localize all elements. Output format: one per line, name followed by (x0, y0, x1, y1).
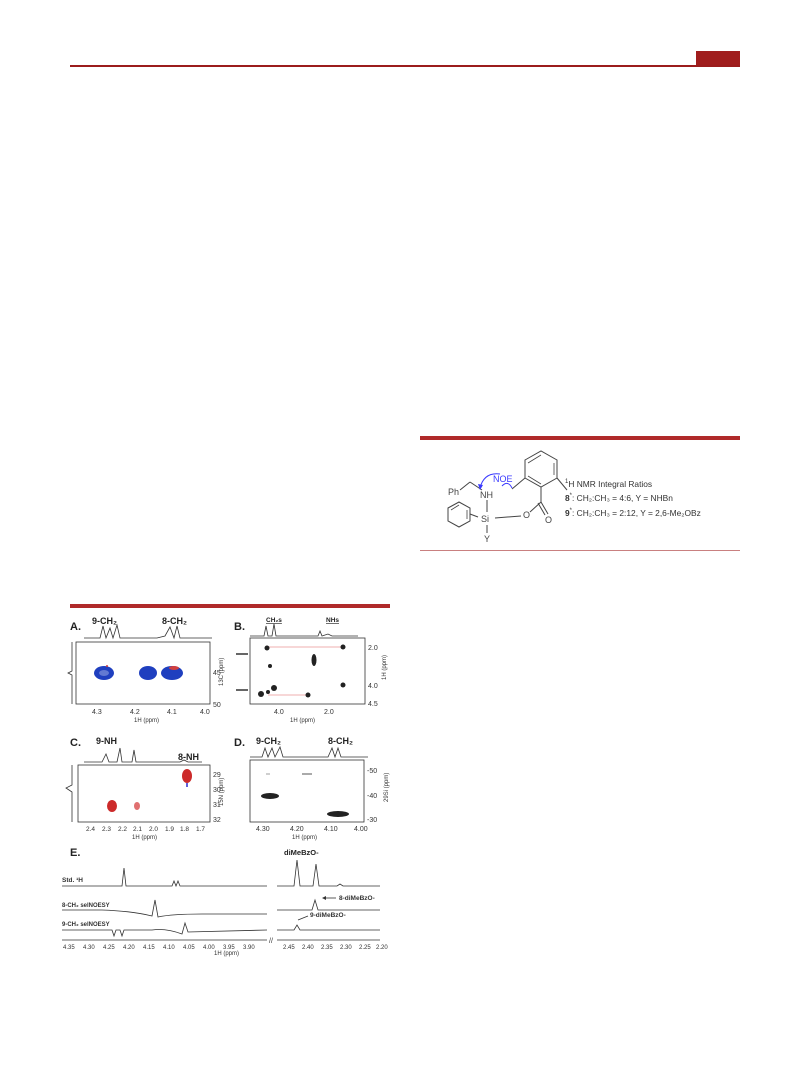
panel-d-peak-right: 8-CH₂ (328, 736, 354, 746)
ratio-9-compound: 9 (565, 507, 570, 518)
panel-c-xtick-0: 2.4 (86, 826, 96, 833)
panel-d-peak-8 (327, 811, 349, 817)
ratio-8-compound: 8 (565, 493, 570, 504)
ratio-8-text: : CH₂:CH₃ = 4:6, Y = NHBn (572, 493, 673, 504)
ether-oxygen: O (523, 510, 531, 520)
trace-label-8: 8-CH₂ selNOESY (62, 903, 110, 909)
panel-d-ytick-0: -50 (367, 768, 378, 775)
panel-c-xtick-6: 1.8 (180, 826, 190, 833)
si-atom: Si (481, 514, 490, 524)
panel-c (62, 730, 227, 846)
panel-d-xtick-1: 4.20 (290, 826, 304, 833)
panel-e-xtick-l3: 4.20 (123, 945, 135, 951)
svg-text://: // (269, 938, 273, 945)
panel-c-ytick-1: 30 (213, 787, 221, 794)
panel-e-label: E. (70, 847, 81, 859)
y-substituent: Y (484, 534, 491, 544)
panel-e-xtick-r4: 2.25 (359, 945, 371, 951)
ratio-title: H NMR Integral Ratios (568, 478, 653, 489)
panel-c-xtick-7: 1.7 (196, 826, 206, 833)
panel-e (62, 844, 392, 960)
panel-c-peak-8 (182, 769, 192, 783)
trace-label-std: Std. ¹H (62, 877, 83, 884)
noe-label: NOE (493, 474, 513, 484)
panel-b (228, 614, 393, 732)
panel-e-ann-8: 8-diMeBzO- (339, 895, 375, 902)
panel-b-ylabel: 1H (ppm) (382, 654, 388, 680)
panel-e-xtick-l0: 4.35 (63, 945, 75, 951)
panel-b-ytick-1: 4.0 (368, 683, 378, 690)
panel-c-ytick-0: 29 (213, 772, 221, 779)
panel-e-xtick-r3: 2.30 (340, 945, 352, 951)
panel-d (228, 730, 393, 846)
panel-b-top-right: NHs (326, 617, 340, 624)
panel-b-peak (312, 654, 317, 666)
panel-e-xtick-l4: 4.15 (143, 945, 155, 951)
panel-d-xtick-0: 4.30 (256, 826, 270, 833)
ratio-9-text: : CH₂:CH₃ = 2:12, Y = 2,6-Me₂OBz (572, 507, 701, 518)
panel-d-peak-left: 9-CH₂ (256, 736, 282, 746)
panel-d-ylabel: 29Si (ppm) (384, 772, 390, 802)
panel-b-peak (266, 690, 270, 694)
panel-a-label: A. (70, 621, 81, 633)
header-rule (70, 65, 740, 67)
phenyl-label: Ph (448, 487, 460, 497)
panel-b-peak (341, 645, 346, 650)
panel-a-xtick-1: 4.2 (130, 709, 140, 716)
scheme-top-rule (420, 436, 740, 440)
panel-e-xtick-r1: 2.40 (302, 945, 314, 951)
panel-e-xlabel: 1H (ppm) (214, 951, 240, 957)
integral-ratios: $^1$H NMR Integral Ratios 8*: CH₂:CH₃ = 4:6, Y = NHBn 9*: CH₂:CH₃ = 2:12, Y = 2,6-Me₂OBz (565, 478, 701, 518)
panel-b-peak (341, 683, 346, 688)
panel-a-ylabel: 13C (ppm) (219, 657, 225, 686)
panel-b-peak (306, 693, 311, 698)
panel-d-xtick-2: 4.10 (324, 826, 338, 833)
panel-e-xtick-l2: 4.25 (103, 945, 115, 951)
panel-b-peak (271, 685, 277, 691)
chemical-structure (440, 446, 570, 546)
panel-a-ytick-1: 50 (213, 702, 221, 709)
panel-e-xtick-r2: 2.35 (321, 945, 333, 951)
panel-e-xtick-r0: 2.45 (283, 945, 295, 951)
panel-c-peak-left: 9-NH (96, 736, 118, 746)
panel-c-peak-right: 8-NH (178, 752, 200, 762)
trace-label-9: 9-CH₂ selNOESY (62, 922, 110, 928)
ester-oxygen: O (545, 515, 553, 525)
panel-a-ytick-0: 45 (213, 670, 221, 677)
panel-a-xtick-0: 4.3 (92, 709, 102, 716)
header-tab (696, 51, 740, 65)
panel-b-top-left: CH₂s (266, 617, 282, 624)
panel-b-xtick-1: 2.0 (324, 709, 334, 716)
panel-c-xtick-1: 2.3 (102, 826, 112, 833)
panel-e-xtick-r5: 2.20 (376, 945, 388, 951)
panel-c-xtick-5: 1.9 (165, 826, 175, 833)
panel-e-xtick-l8: 3.95 (223, 945, 235, 951)
panel-c-peak-9 (107, 800, 117, 812)
scheme-bottom-rule (420, 550, 740, 551)
panel-a-xlabel: 1H (ppm) (134, 718, 160, 724)
figure-top-rule (70, 604, 390, 608)
panel-a-peak-mid (139, 666, 157, 680)
panel-c-label: C. (70, 737, 81, 749)
panel-c-ytick-3: 32 (213, 817, 221, 824)
panel-c-xtick-3: 2.1 (133, 826, 143, 833)
panel-c-xtick-4: 2.0 (149, 826, 159, 833)
panel-e-xtick-l6: 4.05 (183, 945, 195, 951)
panel-d-label: D. (234, 737, 245, 749)
panel-c-xtick-2: 2.2 (118, 826, 128, 833)
panel-b-peak (268, 664, 272, 668)
panel-b-ytick-0: 2.0 (368, 645, 378, 652)
panel-d-xlabel: 1H (ppm) (292, 835, 318, 841)
panel-d-ytick-1: -40 (367, 793, 378, 800)
panel-e-xtick-l7: 4.00 (203, 945, 215, 951)
panel-b-ytick-2: 4.5 (368, 701, 378, 708)
panel-e-ann-top: diMeBzO- (284, 848, 319, 857)
panel-b-peak (258, 691, 264, 697)
panel-c-ylabel: 15N (ppm) (219, 777, 225, 806)
panel-a-xtick-2: 4.1 (167, 709, 177, 716)
panel-a (62, 614, 227, 732)
panel-b-peak (265, 646, 270, 651)
panel-d-ytick-2: -30 (367, 817, 378, 824)
panel-d-peak-9 (261, 793, 279, 799)
panel-b-xtick-0: 4.0 (274, 709, 284, 716)
panel-c-ytick-2: 31 (213, 802, 221, 809)
panel-e-xtick-l1: 4.30 (83, 945, 95, 951)
ratio-title-sup: 1 (565, 479, 569, 485)
panel-e-xtick-l9: 3.90 (243, 945, 255, 951)
panel-c-xlabel: 1H (ppm) (132, 835, 158, 841)
panel-b-label: B. (234, 621, 245, 633)
panel-a-peak-right: 8-CH₂ (162, 616, 188, 626)
nh-group: NH (480, 490, 493, 500)
panel-a-xtick-3: 4.0 (200, 709, 210, 716)
panel-a-peak-left: 9-CH₂ (92, 616, 118, 626)
panel-e-xtick-l5: 4.10 (163, 945, 175, 951)
panel-d-xtick-3: 4.00 (354, 826, 368, 833)
panel-c-peak-9b (134, 802, 140, 810)
panel-b-xlabel: 1H (ppm) (290, 718, 316, 724)
panel-e-ann-9: 9-diMeBzO- (310, 912, 346, 919)
